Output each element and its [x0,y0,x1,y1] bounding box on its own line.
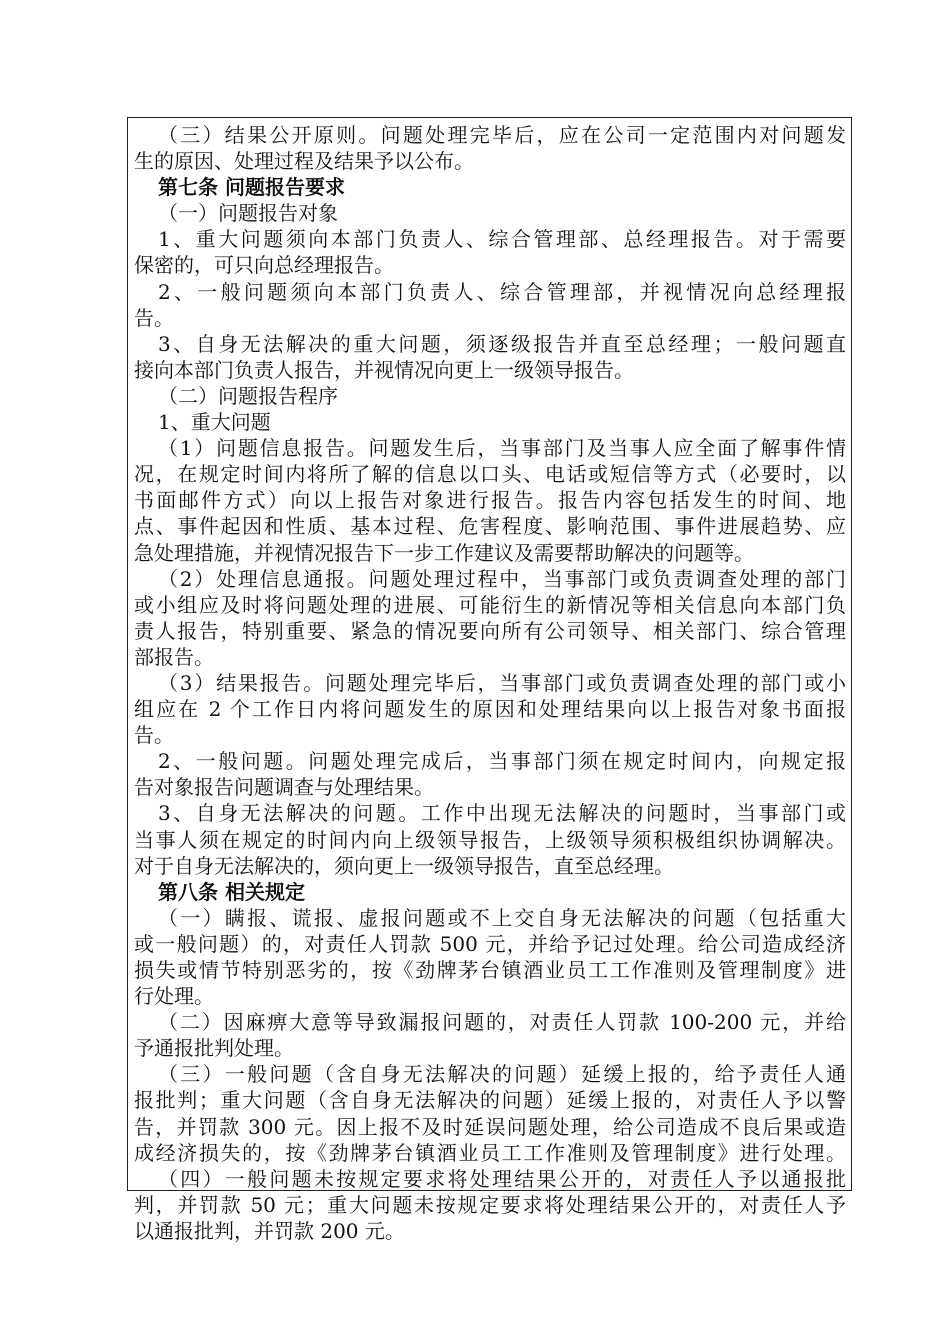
text-line: （四）一般问题未按规定要求将处理结果公开的，对责任人予以通报批 [158,1166,846,1191]
text-line: 对于自身无法解决的，须向更上一级领导报告，直至总经理。 [134,853,674,878]
text-line: 保密的，可只向总经理报告。 [134,253,394,278]
text-line: 告对象报告问题调查与处理结果。 [134,775,434,800]
text-line: 生的原因、处理过程及结果予以公布。 [134,149,474,174]
text-line: 或小组应及时将问题处理的进展、可能衍生的新情况等相关信息向本部门负 [134,592,846,617]
text-line: 报批判；重大问题（含自身无法解决的问题）延缓上报的，对责任人予以警 [134,1088,846,1113]
text-line: （二）问题报告程序 [158,383,338,408]
text-line: （3）结果报告。问题处理完毕后，当事部门或负责调查处理的部门或小 [158,670,846,695]
text-line: （三）结果公开原则。问题处理完毕后，应在公司一定范围内对问题发 [158,123,846,147]
document-body [134,122,846,1244]
text-line: 点、事件起因和性质、基本过程、危害程度、影响范围、事件进展趋势、应 [134,514,846,539]
text-line: 当事人须在规定的时间内向上级领导报告，上级领导须积极组织协调解决。 [134,827,846,852]
text-line: 以通报批判，并罚款 200 元。 [134,1218,405,1243]
text-line: 3、自身无法解决的问题。工作中出现无法解决的问题时，当事部门或 [158,801,846,826]
text-line: 或一般问题）的，对责任人罚款 500 元，并给予记过处理。给公司造成经济 [134,931,846,956]
text-line: 部报告。 [134,644,214,669]
text-line: 告。 [134,305,174,330]
text-line: 责人报告，特别重要、紧急的情况要向所有公司领导、相关部门、综合管理 [134,618,846,643]
text-line: 告。 [134,723,174,748]
text-line: 书面邮件方式）向以上报告对象进行报告。报告内容包括发生的时间、地 [134,488,846,513]
text-line: 接向本部门负责人报告，并视情况向更上一级领导报告。 [134,357,634,382]
text-line: 组应在 2 个工作日内将问题发生的原因和处理结果向以上报告对象书面报 [134,697,846,722]
text-line: 2、一般问题须向本部门负责人、综合管理部，并视情况向总经理报 [158,279,846,304]
text-line: （二）因麻痹大意等导致漏报问题的，对责任人罚款 100-200 元，并给 [158,1010,846,1035]
text-line: （1）问题信息报告。问题发生后，当事部门及当事人应全面了解事件情 [158,436,846,461]
text-line: 况，在规定时间内将所了解的信息以口头、电话或短信等方式（必要时，以 [134,462,846,487]
text-line: 急处理措施，并视情况报告下一步工作建议及需要帮助解决的问题等。 [134,540,754,565]
text-line: 3、自身无法解决的重大问题，须逐级报告并直至总经理；一般问题直 [158,331,846,356]
text-line: 行处理。 [134,984,214,1009]
text-line: 判，并罚款 50 元；重大问题未按规定要求将处理结果公开的，对责任人予 [134,1192,846,1217]
section-heading: 第八条 相关规定 [158,879,305,904]
text-line: （一）瞒报、谎报、虚报问题或不上交自身无法解决的问题（包括重大 [158,905,846,930]
section-heading: 第七条 问题报告要求 [158,175,345,200]
text-line: 予通报批判处理。 [134,1036,294,1061]
text-line: （2）处理信息通报。问题处理过程中，当事部门或负责调查处理的部门 [158,566,846,591]
text-line: 2、一般问题。问题处理完成后，当事部门须在规定时间内，向规定报 [158,749,846,774]
text-line: 成经济损失的，按《劲牌茅台镇酒业员工工作准则及管理制度》进行处理。 [134,1140,846,1165]
text-line: （一）问题报告对象 [158,201,338,226]
text-line: 告，并罚款 300 元。因上报不及时延误问题处理，给公司造成不良后果或造 [134,1114,846,1139]
text-line: 损失或情节特别恶劣的，按《劲牌茅台镇酒业员工工作准则及管理制度》进 [134,958,846,982]
text-line: （三）一般问题（含自身无法解决的问题）延缓上报的，给予责任人通 [158,1062,846,1087]
text-line: 1、重大问题须向本部门负责人、综合管理部、总经理报告。对于需要 [158,227,846,252]
text-line: 1、重大问题 [158,410,271,435]
